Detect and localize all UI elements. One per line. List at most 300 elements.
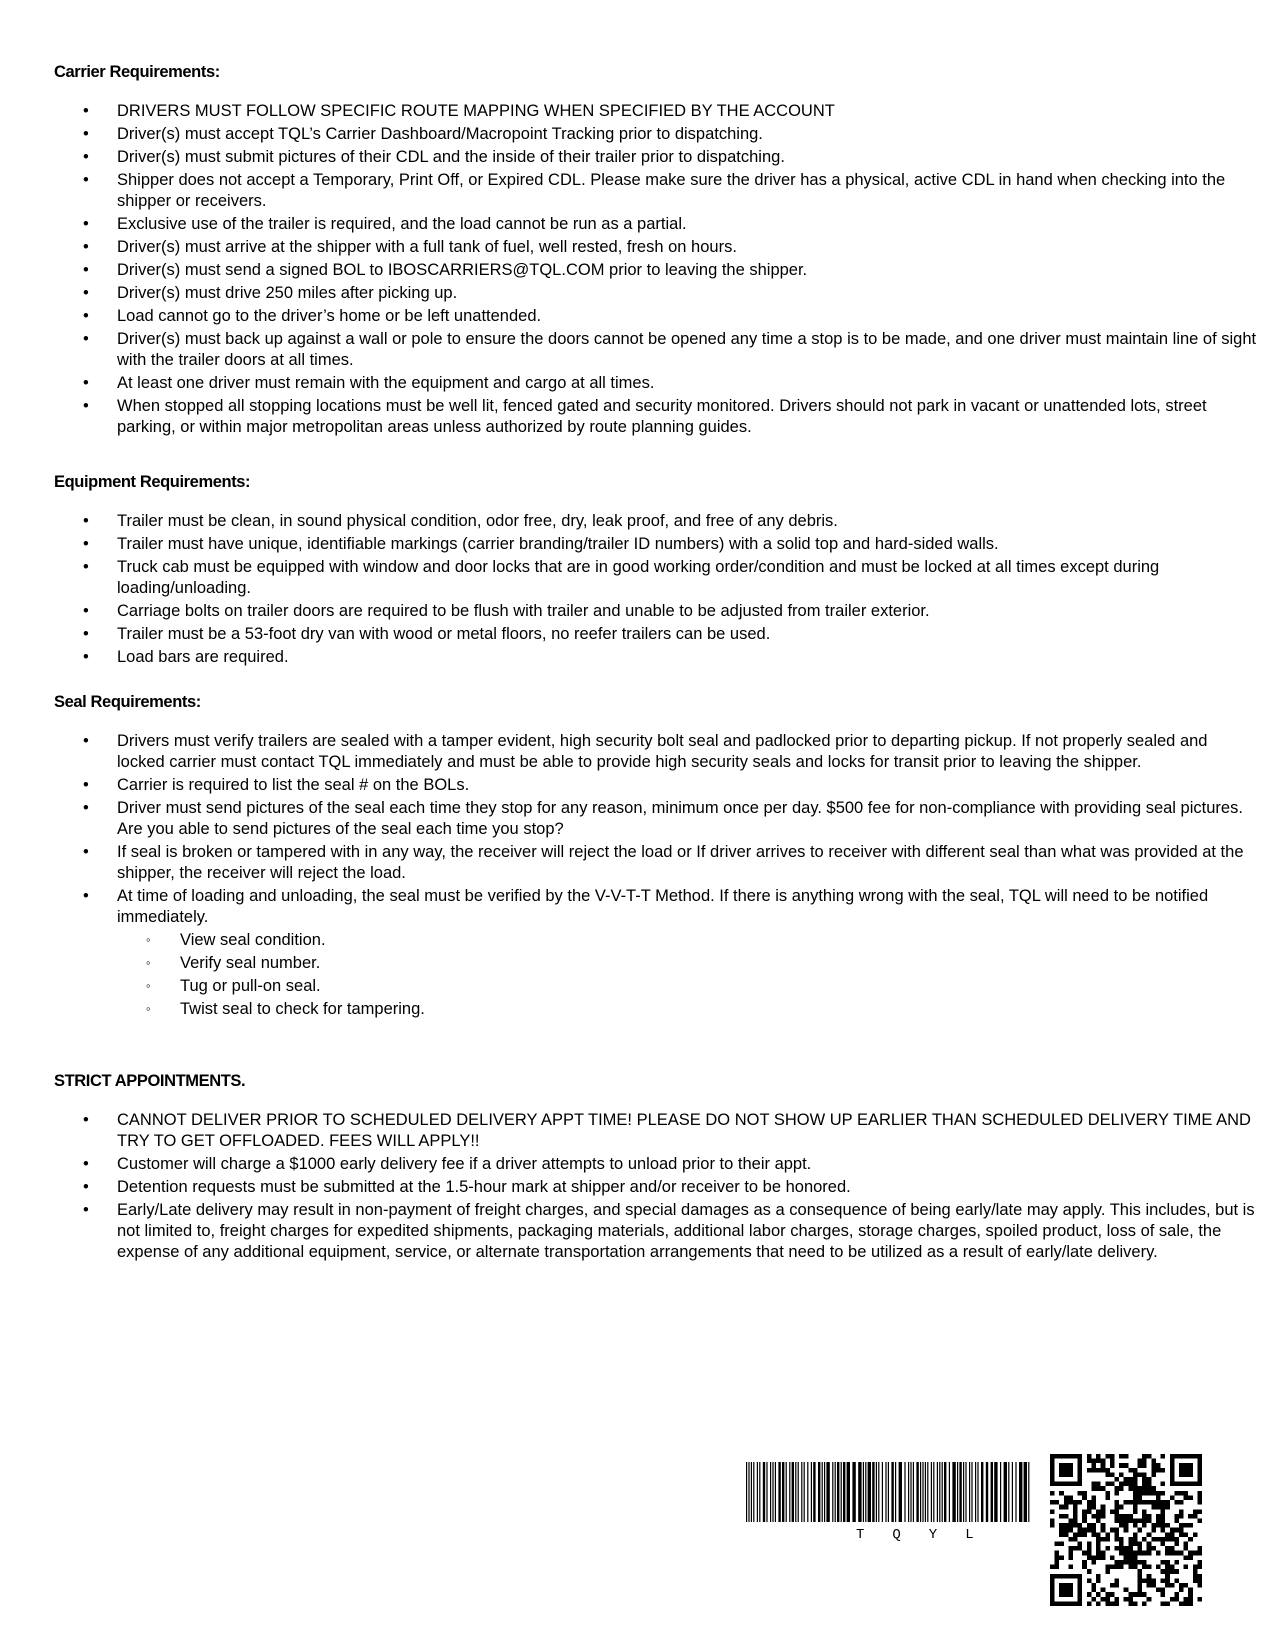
qr-module (1087, 1528, 1092, 1533)
qr-module (1197, 1518, 1202, 1523)
qr-module (1165, 1560, 1170, 1565)
qr-module (1119, 1514, 1124, 1519)
qr-module (1114, 1491, 1119, 1496)
barcode-bar (778, 1462, 780, 1522)
qr-module (1124, 1514, 1129, 1519)
qr-module (1068, 1523, 1073, 1528)
qr-module (1055, 1555, 1060, 1560)
qr-module (1050, 1491, 1055, 1496)
document-codes (746, 1462, 1206, 1622)
barcode-bar (937, 1462, 938, 1522)
bullet-icon: • (83, 307, 89, 325)
qr-module (1050, 1454, 1082, 1459)
qr-module (1151, 1578, 1156, 1583)
qr-module (1091, 1560, 1096, 1565)
qr-module (1073, 1537, 1078, 1542)
qr-module (1197, 1597, 1202, 1602)
qr-module (1114, 1514, 1119, 1519)
list-item: • Driver(s) must send a signed BOL to IBOSCARRIERS@TQL.COM prior to leaving the shipper. (83, 261, 808, 279)
qr-module (1087, 1542, 1092, 1547)
qr-module (1082, 1509, 1087, 1514)
barcode-bar (801, 1462, 802, 1522)
bullet-icon: • (83, 284, 89, 302)
barcode-bar (772, 1462, 773, 1522)
barcode-bar (969, 1462, 970, 1522)
qr-module (1105, 1491, 1110, 1496)
qr-module (1170, 1532, 1175, 1537)
qr-module (1114, 1486, 1119, 1491)
qr-module (1161, 1578, 1166, 1583)
qr-module (1096, 1532, 1101, 1537)
qr-module (1138, 1486, 1143, 1491)
qr-module (1119, 1546, 1124, 1551)
qr-module (1091, 1597, 1096, 1602)
qr-module (1128, 1500, 1133, 1505)
bullet-icon: • (83, 330, 89, 348)
circle-bullet-icon: ◦ (146, 955, 151, 970)
qr-module (1165, 1505, 1170, 1510)
qr-module (1064, 1500, 1069, 1505)
barcode-bar (920, 1462, 921, 1522)
barcode-bar (959, 1462, 961, 1522)
qr-module (1105, 1468, 1110, 1473)
qr-module (1087, 1454, 1092, 1459)
bullet-icon: • (83, 1201, 89, 1219)
qr-module (1170, 1565, 1175, 1570)
qr-module (1161, 1588, 1166, 1593)
bullet-icon: • (83, 1155, 89, 1173)
barcode-bar (753, 1462, 754, 1522)
barcode-bar (775, 1462, 776, 1522)
qr-module (1124, 1477, 1129, 1482)
qr-module (1124, 1560, 1129, 1565)
bullet-icon: • (83, 215, 89, 233)
qr-module (1110, 1583, 1115, 1588)
qr-module (1110, 1528, 1115, 1533)
qr-module (1151, 1528, 1156, 1533)
qr-module (1091, 1486, 1096, 1491)
qr-module (1059, 1528, 1064, 1533)
qr-module (1165, 1551, 1170, 1556)
qr-module (1091, 1532, 1096, 1537)
qr-module (1087, 1601, 1092, 1606)
qr-module (1138, 1500, 1143, 1505)
qr-module (1087, 1592, 1092, 1597)
qr-module (1147, 1477, 1152, 1482)
barcode-bar (931, 1462, 932, 1522)
qr-module (1138, 1560, 1143, 1565)
qr-module (1179, 1500, 1184, 1505)
qr-module (1147, 1518, 1152, 1523)
qr-module (1161, 1518, 1166, 1523)
barcode-bar (766, 1462, 767, 1522)
list-item: • Early/Late delivery may result in non-payment of freight charges, and special damages as a consequence of being early/late may apply. This includes, but is not limited to, freight charges for expedited shipments, packaging materials, additional labor charges, storage charges, spoiled product, loss of sale, the expense of any additional equipment, service, or alternate transportation arrangements that need to be utilized as a result of early/late delivery. (83, 1201, 1255, 1261)
qr-module (1078, 1546, 1083, 1551)
qr-module (1101, 1551, 1106, 1556)
qr-module (1073, 1523, 1078, 1528)
qr-module (1165, 1583, 1170, 1588)
qr-module (1174, 1551, 1179, 1556)
list-item: • If seal is broken or tampered with in any way, the receiver will reject the load or If driver arrives to receiver with different seal than what was provided at the shipper, the receiver will reject the load. (83, 843, 1244, 882)
qr-module (1193, 1574, 1198, 1579)
barcode-bar (975, 1462, 976, 1522)
qr-module (1096, 1454, 1101, 1459)
qr-module (1193, 1532, 1198, 1537)
seal-requirements-list (54, 731, 1244, 928)
qr-module (1138, 1578, 1143, 1583)
qr-module (1105, 1601, 1110, 1606)
qr-module (1068, 1495, 1073, 1500)
qr-module (1142, 1477, 1147, 1482)
qr-module (1059, 1555, 1064, 1560)
circle-bullet-icon: ◦ (146, 1001, 151, 1016)
barcode-bar (949, 1462, 950, 1522)
qr-module (1068, 1551, 1073, 1556)
qr-module (1078, 1574, 1083, 1606)
qr-module (1101, 1537, 1106, 1542)
qr-module (1087, 1509, 1092, 1514)
barcode-bar (843, 1462, 845, 1522)
qr-module (1091, 1468, 1096, 1473)
bullet-icon: • (83, 1178, 89, 1196)
qr-module (1142, 1463, 1147, 1468)
qr-module (1165, 1500, 1170, 1505)
qr-module (1101, 1486, 1106, 1491)
qr-module (1174, 1542, 1179, 1547)
qr-module (1110, 1482, 1115, 1487)
barcode-bar (852, 1462, 855, 1522)
list-item: • Load cannot go to the driver’s home or be left unattended. (83, 307, 542, 325)
qr-module (1133, 1495, 1138, 1500)
qr-module (1151, 1472, 1156, 1477)
list-item: • Driver(s) must accept TQL’s Carrier Dashboard/Macropoint Tracking prior to dispatching. (83, 125, 763, 143)
qr-module (1087, 1523, 1092, 1528)
qr-module (1110, 1601, 1115, 1606)
qr-module (1078, 1532, 1083, 1537)
qr-module (1078, 1523, 1083, 1528)
qr-module (1142, 1459, 1147, 1464)
qr-module (1064, 1505, 1069, 1510)
qr-module (1174, 1491, 1179, 1496)
qr-module (1147, 1578, 1152, 1583)
qr-module (1096, 1601, 1101, 1606)
seal-requirements-heading: Seal Requirements: (54, 693, 201, 711)
qr-module (1105, 1495, 1110, 1500)
qr-module (1082, 1518, 1087, 1523)
qr-module (1147, 1597, 1152, 1602)
qr-module (1170, 1495, 1175, 1500)
qr-module (1197, 1551, 1202, 1556)
qr-module (1184, 1491, 1189, 1496)
qr-module (1138, 1569, 1143, 1574)
qr-module (1082, 1514, 1087, 1519)
barcode-bar (965, 1462, 966, 1522)
qr-module (1105, 1532, 1110, 1537)
qr-module (1124, 1597, 1129, 1602)
qr-module (1082, 1560, 1087, 1565)
qr-module (1156, 1518, 1161, 1523)
qr-module (1161, 1491, 1166, 1496)
qr-module (1050, 1454, 1055, 1486)
qr-module (1165, 1523, 1170, 1528)
barcode-bar (925, 1462, 926, 1522)
qr-module (1059, 1491, 1064, 1496)
bullet-icon: • (83, 558, 89, 576)
qr-module (1147, 1454, 1152, 1459)
qr-module (1105, 1592, 1110, 1597)
qr-module (1133, 1472, 1138, 1477)
qr-module (1165, 1601, 1170, 1606)
qr-module (1082, 1551, 1087, 1556)
qr-module (1101, 1528, 1106, 1533)
qr-module (1142, 1523, 1147, 1528)
barcode-bar (878, 1462, 879, 1522)
barcode-bar (944, 1462, 946, 1522)
barcode-bar (789, 1462, 790, 1522)
qr-module (1151, 1537, 1156, 1542)
qr-module (1142, 1514, 1147, 1519)
barcode-bar (863, 1462, 864, 1522)
qr-module (1055, 1565, 1060, 1570)
barcode-bar (891, 1462, 893, 1522)
barcode-bar (811, 1462, 812, 1522)
qr-module (1197, 1546, 1202, 1551)
qr-module (1091, 1523, 1096, 1528)
qr-module (1156, 1463, 1161, 1468)
qr-module (1133, 1551, 1138, 1556)
list-item: • CANNOT DELIVER PRIOR TO SCHEDULED DELIVERY APPT TIME! PLEASE DO NOT SHOW UP EARLIER THAN SCHEDULED DELIVERY TIME AND TRY TO GET OFFLOADED. FEES WILL APPLY!! (83, 1111, 1251, 1150)
qr-module (1124, 1454, 1129, 1459)
bullet-icon: • (83, 125, 89, 143)
qr-module (1119, 1551, 1124, 1556)
qr-module (1091, 1459, 1096, 1464)
bullet-icon: • (83, 374, 89, 392)
qr-module (1188, 1601, 1193, 1606)
qr-module (1128, 1477, 1133, 1482)
qr-module (1064, 1495, 1069, 1500)
qr-module (1179, 1583, 1184, 1588)
qr-module (1119, 1560, 1124, 1565)
qr-module (1059, 1523, 1064, 1528)
qr-module (1114, 1477, 1119, 1482)
barcode-bar (916, 1462, 918, 1522)
qr-module (1068, 1565, 1073, 1570)
qr-module (1138, 1574, 1143, 1579)
bullet-icon: • (83, 261, 89, 279)
qr-module (1087, 1505, 1092, 1510)
qr-module (1059, 1463, 1073, 1477)
qr-module (1179, 1528, 1184, 1533)
qr-module (1138, 1491, 1143, 1496)
qr-module (1161, 1542, 1166, 1547)
qr-module (1197, 1565, 1202, 1570)
qr-module (1128, 1565, 1133, 1570)
qr-module (1138, 1592, 1143, 1597)
qr-module (1105, 1597, 1110, 1602)
qr-module (1096, 1468, 1101, 1473)
qr-module (1050, 1574, 1055, 1606)
qr-module (1110, 1509, 1115, 1514)
qr-module (1197, 1509, 1202, 1514)
barcode-bar (994, 1462, 997, 1522)
qr-module (1119, 1518, 1124, 1523)
qr-module (1197, 1583, 1202, 1588)
qr-module (1174, 1514, 1179, 1519)
carrier-requirements-heading: Carrier Requirements: (54, 63, 220, 81)
qr-module (1091, 1555, 1096, 1560)
qr-module (1156, 1565, 1161, 1570)
qr-module (1147, 1532, 1152, 1537)
qr-module (1184, 1532, 1189, 1537)
qr-module (1197, 1578, 1202, 1583)
qr-module (1091, 1463, 1096, 1468)
barcode-bar (882, 1462, 883, 1522)
qr-module (1133, 1601, 1138, 1606)
qr-module (1161, 1454, 1166, 1459)
bullet-icon: • (83, 1111, 89, 1129)
qr-module (1165, 1569, 1170, 1574)
qr-module (1064, 1532, 1069, 1537)
barcode-bar (910, 1462, 911, 1522)
qr-module (1110, 1555, 1115, 1560)
barcode-bar (991, 1462, 993, 1522)
qr-module (1124, 1555, 1129, 1560)
qr-module (1059, 1532, 1064, 1537)
barcode-bar (751, 1462, 752, 1522)
qr-module (1124, 1523, 1129, 1528)
qr-module (1156, 1523, 1161, 1528)
qr-module (1114, 1532, 1119, 1537)
qr-module (1091, 1495, 1096, 1500)
barcode-bar (927, 1462, 928, 1522)
list-item: • Carriage bolts on trailer doors are required to be flush with trailer and unable to be adjusted from trailer exterior. (83, 602, 930, 620)
barcode-bar (841, 1462, 842, 1522)
qr-module (1087, 1551, 1092, 1556)
qr-module (1078, 1500, 1083, 1505)
qr-module (1133, 1482, 1138, 1487)
qr-module (1170, 1537, 1175, 1542)
qr-module (1101, 1459, 1106, 1464)
qr-module (1156, 1588, 1161, 1593)
qr-module (1101, 1588, 1106, 1593)
qr-module (1091, 1588, 1096, 1593)
qr-module (1068, 1555, 1073, 1560)
qr-module (1128, 1486, 1133, 1491)
qr-module (1170, 1482, 1202, 1487)
qr-module (1133, 1491, 1138, 1496)
qr-module (1128, 1537, 1133, 1542)
barcode-bar (759, 1462, 760, 1522)
qr-module (1184, 1597, 1189, 1602)
barcode-bar (1019, 1462, 1022, 1522)
bullet-icon: • (83, 648, 89, 666)
qr-module (1096, 1509, 1101, 1514)
qr-module (1170, 1546, 1175, 1551)
qr-module (1193, 1565, 1198, 1570)
qr-module (1087, 1546, 1092, 1551)
qr-module (1124, 1518, 1129, 1523)
barcode-text: TQYL (856, 1527, 1002, 1543)
qr-module (1170, 1454, 1175, 1486)
qr-module (1133, 1532, 1138, 1537)
equipment-requirements-list (54, 511, 1234, 668)
qr-module (1114, 1537, 1119, 1542)
qr-module (1105, 1565, 1110, 1570)
qr-module (1105, 1454, 1110, 1459)
qr-module (1156, 1491, 1161, 1496)
qr-module (1114, 1509, 1119, 1514)
circle-bullet-icon: ◦ (146, 978, 151, 993)
qr-module (1073, 1546, 1078, 1551)
qr-module (1179, 1532, 1184, 1537)
list-item: • Load bars are required. (83, 648, 289, 666)
list-item: • At least one driver must remain with the equipment and cargo at all times. (83, 374, 655, 392)
list-item: • Detention requests must be submitted at the 1.5-hour mark at shipper and/or receiver to be honored. (83, 1178, 851, 1196)
barcode-bar (763, 1462, 765, 1522)
qr-module (1188, 1555, 1193, 1560)
qr-module (1124, 1482, 1129, 1487)
qr-module (1138, 1588, 1143, 1593)
qr-module (1142, 1491, 1147, 1496)
qr-module (1174, 1500, 1179, 1505)
qr-module (1110, 1592, 1115, 1597)
barcode-bar (822, 1462, 823, 1522)
qr-module (1142, 1454, 1147, 1459)
qr-module (1128, 1560, 1133, 1565)
barcode-bar (795, 1462, 796, 1522)
barcode-bar (977, 1462, 978, 1522)
qr-module (1068, 1546, 1073, 1551)
qr-module (1142, 1537, 1147, 1542)
qr-module (1188, 1551, 1193, 1556)
qr-module (1068, 1528, 1073, 1533)
qr-module (1193, 1551, 1198, 1556)
qr-module (1161, 1514, 1166, 1519)
qr-module (1165, 1532, 1170, 1537)
qr-module (1055, 1560, 1060, 1565)
qr-module (1096, 1555, 1101, 1560)
qr-module (1050, 1601, 1082, 1606)
qr-module (1161, 1468, 1166, 1473)
list-item: • DRIVERS MUST FOLLOW SPECIFIC ROUTE MAPPING WHEN SPECIFIED BY THE ACCOUNT (83, 102, 835, 120)
qr-module (1096, 1459, 1101, 1464)
barcode-bar (757, 1462, 758, 1522)
qr-module (1128, 1592, 1133, 1597)
qr-module (1170, 1583, 1175, 1588)
barcode-bar (913, 1462, 914, 1522)
qr-module (1105, 1482, 1110, 1487)
barcode-bar (813, 1462, 815, 1522)
qr-module (1096, 1592, 1101, 1597)
qr-module (1114, 1500, 1119, 1505)
qr-module (1133, 1537, 1138, 1542)
qr-module (1073, 1514, 1078, 1519)
bullet-icon: • (83, 171, 89, 189)
qr-module (1138, 1518, 1143, 1523)
barcode-bar (865, 1462, 866, 1522)
qr-module (1151, 1500, 1156, 1505)
qr-module (1197, 1454, 1202, 1486)
qr-module (1142, 1592, 1147, 1597)
qr-module (1124, 1551, 1129, 1556)
qr-module (1091, 1514, 1096, 1519)
list-item: • Driver(s) must drive 250 miles after picking up. (83, 284, 458, 302)
list-item: • Truck cab must be equipped with window and door locks that are in good working order/condition and must be locked at all times except during loading/unloading. (83, 558, 1160, 597)
qr-module (1096, 1518, 1101, 1523)
barcode-bar (807, 1462, 808, 1522)
qr-module (1156, 1495, 1161, 1500)
qr-module (1174, 1592, 1179, 1597)
